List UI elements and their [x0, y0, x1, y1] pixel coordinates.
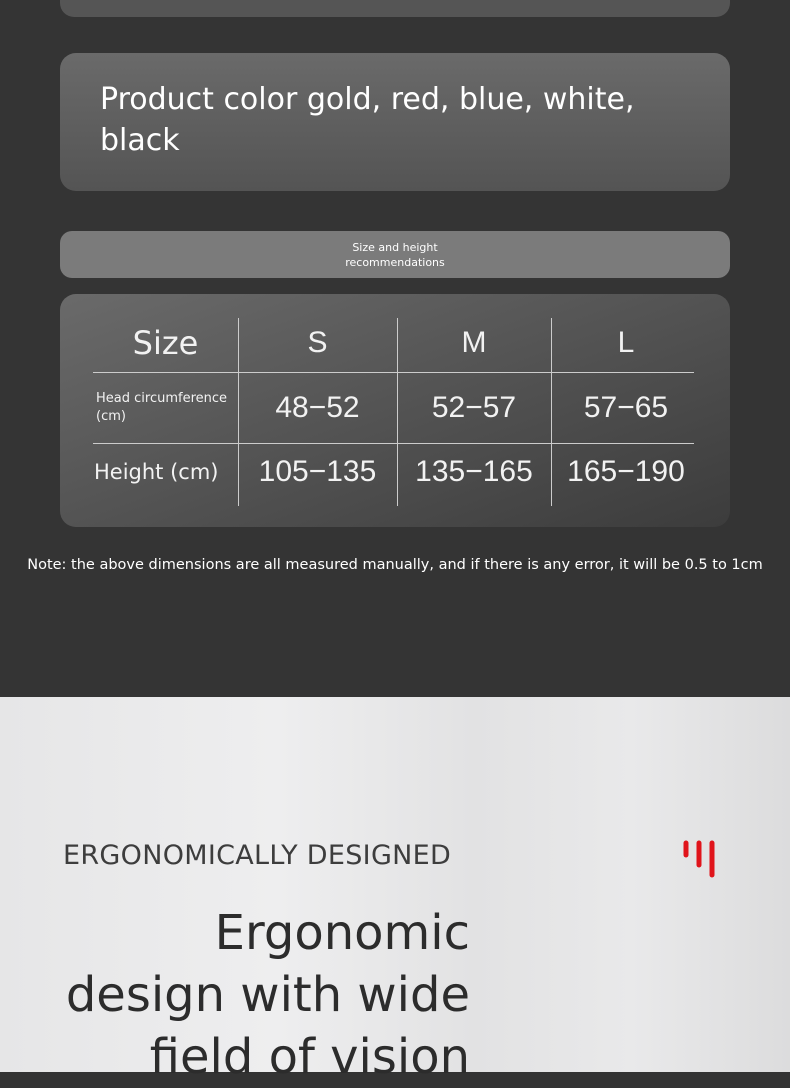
headline-line: field of vision — [149, 1029, 470, 1085]
ergonomic-section — [0, 697, 790, 1085]
product-color-text: Product color gold, red, blue, white, black — [100, 82, 635, 158]
section-headline — [30, 902, 470, 1088]
section-kicker: ERGONOMICALLY DESIGNED — [63, 840, 452, 871]
size-title-line2: recommendations — [345, 256, 445, 269]
headline-line: Ergonomic — [214, 905, 470, 961]
size-title-line1: Size and height — [352, 241, 438, 254]
measurement-note: Note: the above dimensions are all measured manually, and if there is any error, it will be 0.5 to 1cm — [27, 557, 763, 573]
header-s: S — [307, 326, 328, 359]
previous-card — [60, 0, 730, 17]
size-table — [60, 294, 730, 527]
header-m: M — [461, 326, 487, 359]
headline-line: design with wide — [65, 967, 470, 1023]
header-l: L — [617, 326, 635, 359]
row-label-head: Head circumference (cm) — [96, 391, 228, 424]
brand-logo-icon — [682, 839, 718, 879]
height-m: 135−165 — [415, 455, 533, 488]
head-m: 52−57 — [431, 391, 517, 424]
height-l: 165−190 — [567, 455, 685, 488]
size-table-title — [60, 231, 730, 278]
row-label-height: Height (cm) — [94, 460, 219, 484]
head-l: 57−65 — [583, 391, 669, 424]
header-size: Size — [132, 324, 199, 362]
head-s: 48−52 — [275, 391, 360, 424]
height-s: 105−135 — [258, 455, 377, 488]
product-color-card — [60, 53, 730, 191]
